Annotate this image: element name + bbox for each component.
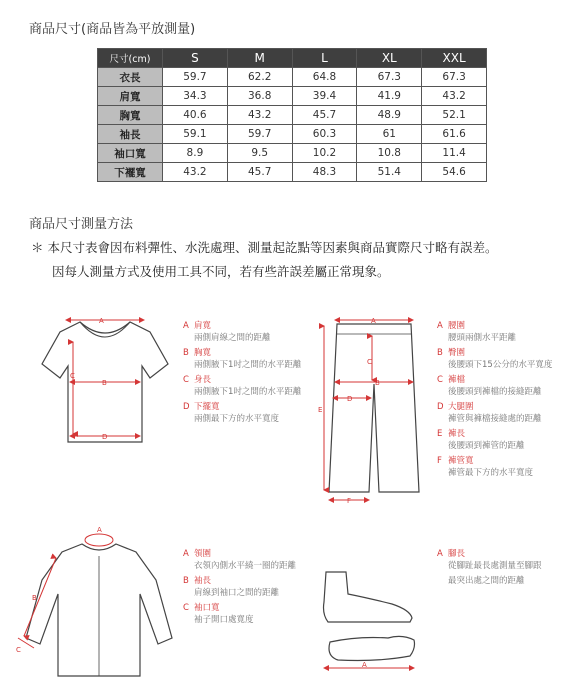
- size-header: XXL: [422, 49, 487, 68]
- pants-diagram: [315, 314, 433, 510]
- table-cell: 52.1: [422, 106, 487, 125]
- table-cell: 62.2: [227, 68, 292, 87]
- legend-name: 袖口寬: [194, 603, 220, 613]
- pants-label-e: E: [318, 406, 323, 414]
- table-row: [98, 87, 487, 106]
- tshirt-label-d: D: [102, 433, 108, 441]
- legend-desc: 腰頭兩側水平距離: [448, 332, 517, 343]
- foot-label-a: A: [362, 661, 367, 669]
- tshirt-diagram: [40, 312, 170, 447]
- pants-label-b: B: [375, 379, 380, 387]
- table-cell: 59.1: [163, 125, 228, 144]
- tshirt-legend: [183, 321, 301, 429]
- table-row: [98, 106, 487, 125]
- legend-letter: A: [183, 321, 189, 331]
- legend-desc-line2: 最突出處之間的距離: [448, 576, 525, 586]
- table-cell: 61.6: [422, 125, 487, 144]
- legend-desc: 後腰頭到褲管的距離: [448, 440, 525, 451]
- foot-top-outline: [329, 636, 415, 660]
- legend-letter: D: [183, 402, 190, 412]
- legend-letter: C: [183, 603, 189, 613]
- legend-name: 臀圍: [448, 348, 466, 358]
- table-cell: 51.4: [357, 163, 422, 182]
- legend-letter: C: [437, 375, 443, 385]
- legend-desc: 後腰頭下15公分的水平寬度: [448, 359, 553, 370]
- measurement-method-title: 商品尺寸測量方法: [29, 217, 134, 232]
- table-cell: 11.4: [422, 144, 487, 163]
- legend-item: [437, 429, 552, 452]
- table-row: [98, 163, 487, 182]
- legend-letter: A: [437, 549, 443, 559]
- legend-item: [183, 549, 296, 572]
- legend-letter: D: [437, 402, 444, 412]
- legend-name: 褲管寬: [448, 456, 474, 466]
- row-label: 下襬寬: [98, 163, 163, 182]
- table-cell: 34.3: [163, 87, 228, 106]
- table-cell: 48.3: [292, 163, 357, 182]
- legend-desc: 衣領內側水平繞一圈的距離: [194, 560, 297, 571]
- row-label: 衣長: [98, 68, 163, 87]
- table-cell: 36.8: [227, 87, 292, 106]
- legend-desc: 肩線到袖口之間的距離: [194, 587, 280, 598]
- foot-side-outline: [324, 572, 413, 622]
- measurement-note-line1: ＊ 本尺寸表會因布料彈性、水洗處理、測量起訖點等因素與商品實際尺寸略有誤差。: [31, 240, 498, 255]
- table-row: [98, 144, 487, 163]
- size-chart-title: 商品尺寸(商品皆為平放測量): [29, 22, 196, 37]
- legend-desc: 袖子開口處寬度: [194, 614, 254, 625]
- table-cell: 54.6: [422, 163, 487, 182]
- pants-outline: [329, 324, 419, 492]
- size-table-corner-label: 尺寸(cm): [98, 49, 163, 68]
- table-cell: 45.7: [292, 106, 357, 125]
- shirt-label-b: B: [32, 594, 37, 602]
- table-cell: 9.5: [227, 144, 292, 163]
- legend-name: 褲檔: [448, 375, 466, 385]
- size-header: M: [227, 49, 292, 68]
- row-label: 胸寬: [98, 106, 163, 125]
- size-table: [97, 48, 487, 182]
- pants-label-d: D: [347, 395, 353, 403]
- table-cell: 43.2: [163, 163, 228, 182]
- row-label: 袖長: [98, 125, 163, 144]
- table-cell: 59.7: [227, 125, 292, 144]
- pants-label-f: F: [347, 497, 352, 505]
- legend-name: 身長: [194, 375, 212, 385]
- legend-name: 腰圍: [448, 321, 466, 331]
- legend-desc: 兩側腋下1吋之間的水平距離: [194, 359, 302, 370]
- legend-name: 胸寬: [194, 348, 212, 358]
- legend-item: [183, 402, 301, 425]
- table-cell: 64.8: [292, 68, 357, 87]
- legend-name: 下擺寬: [194, 402, 220, 412]
- foot-legend: [437, 549, 542, 592]
- legend-desc: 褲管與褲檔接縫處的距離: [448, 413, 542, 424]
- legend-name: 領圍: [194, 549, 212, 559]
- table-cell: 40.6: [163, 106, 228, 125]
- legend-item: [183, 321, 301, 344]
- size-table-header-row: [98, 49, 487, 68]
- tshirt-label-b: B: [102, 379, 107, 387]
- legend-desc: 後腰頭到褲檔的接縫距離: [448, 386, 542, 397]
- legend-desc: 兩側肩線之間的距離: [194, 332, 271, 343]
- legend-item: [437, 321, 552, 344]
- legend-item: [437, 375, 552, 398]
- legend-name: 大腿圍: [448, 402, 474, 412]
- tshirt-label-a: A: [99, 317, 104, 325]
- legend-item: [437, 549, 542, 588]
- table-cell: 45.7: [227, 163, 292, 182]
- legend-name: 袖長: [194, 576, 212, 586]
- table-cell: 10.2: [292, 144, 357, 163]
- table-cell: 41.9: [357, 87, 422, 106]
- legend-desc: 兩側最下方的水平寬度: [194, 413, 280, 424]
- legend-name: 肩寬: [194, 321, 212, 331]
- table-cell: 39.4: [292, 87, 357, 106]
- row-label: 肩寬: [98, 87, 163, 106]
- table-cell: 59.7: [163, 68, 228, 87]
- foot-diagram: [318, 564, 418, 676]
- row-label: 袖口寬: [98, 144, 163, 163]
- legend-desc: 從腳趾最長處測量至腳跟: [448, 560, 542, 571]
- table-cell: 43.2: [227, 106, 292, 125]
- legend-letter: B: [183, 576, 189, 586]
- legend-item: [183, 375, 301, 398]
- legend-item: [183, 603, 296, 626]
- legend-letter: B: [183, 348, 189, 358]
- pants-label-a: A: [371, 317, 376, 325]
- table-cell: 10.8: [357, 144, 422, 163]
- table-cell: 8.9: [163, 144, 228, 163]
- table-cell: 67.3: [422, 68, 487, 87]
- shirt-label-c: C: [16, 646, 21, 654]
- table-row: [98, 125, 487, 144]
- shirt-diagram: [12, 520, 172, 680]
- legend-item: [437, 456, 552, 479]
- table-cell: 61: [357, 125, 422, 144]
- legend-item: [437, 348, 552, 371]
- legend-letter: E: [437, 429, 443, 439]
- measurement-note-line2: 因每人測量方式及使用工具不同，若有些許誤差屬正常現象。: [52, 264, 390, 279]
- legend-letter: F: [437, 456, 442, 466]
- tshirt-label-c: C: [70, 372, 75, 380]
- legend-letter: B: [437, 348, 443, 358]
- pants-label-c: C: [367, 358, 372, 366]
- shirt-label-a: A: [97, 526, 102, 534]
- size-header: S: [163, 49, 228, 68]
- pants-legend: [437, 321, 552, 483]
- shirt-legend: [183, 549, 296, 630]
- legend-name: 腳長: [448, 549, 466, 559]
- table-cell: 48.9: [357, 106, 422, 125]
- legend-letter: C: [183, 375, 189, 385]
- table-row: [98, 68, 487, 87]
- size-header: XL: [357, 49, 422, 68]
- table-cell: 43.2: [422, 87, 487, 106]
- table-cell: 60.3: [292, 125, 357, 144]
- legend-letter: A: [437, 321, 443, 331]
- table-cell: 67.3: [357, 68, 422, 87]
- legend-desc: 兩側腋下1吋之間的水平距離: [194, 386, 302, 397]
- legend-name: 褲長: [448, 429, 466, 439]
- legend-item: [437, 402, 552, 425]
- legend-item: [183, 576, 296, 599]
- legend-desc: 褲管最下方的水平寬度: [448, 467, 534, 478]
- size-header: L: [292, 49, 357, 68]
- legend-item: [183, 348, 301, 371]
- legend-letter: A: [183, 549, 189, 559]
